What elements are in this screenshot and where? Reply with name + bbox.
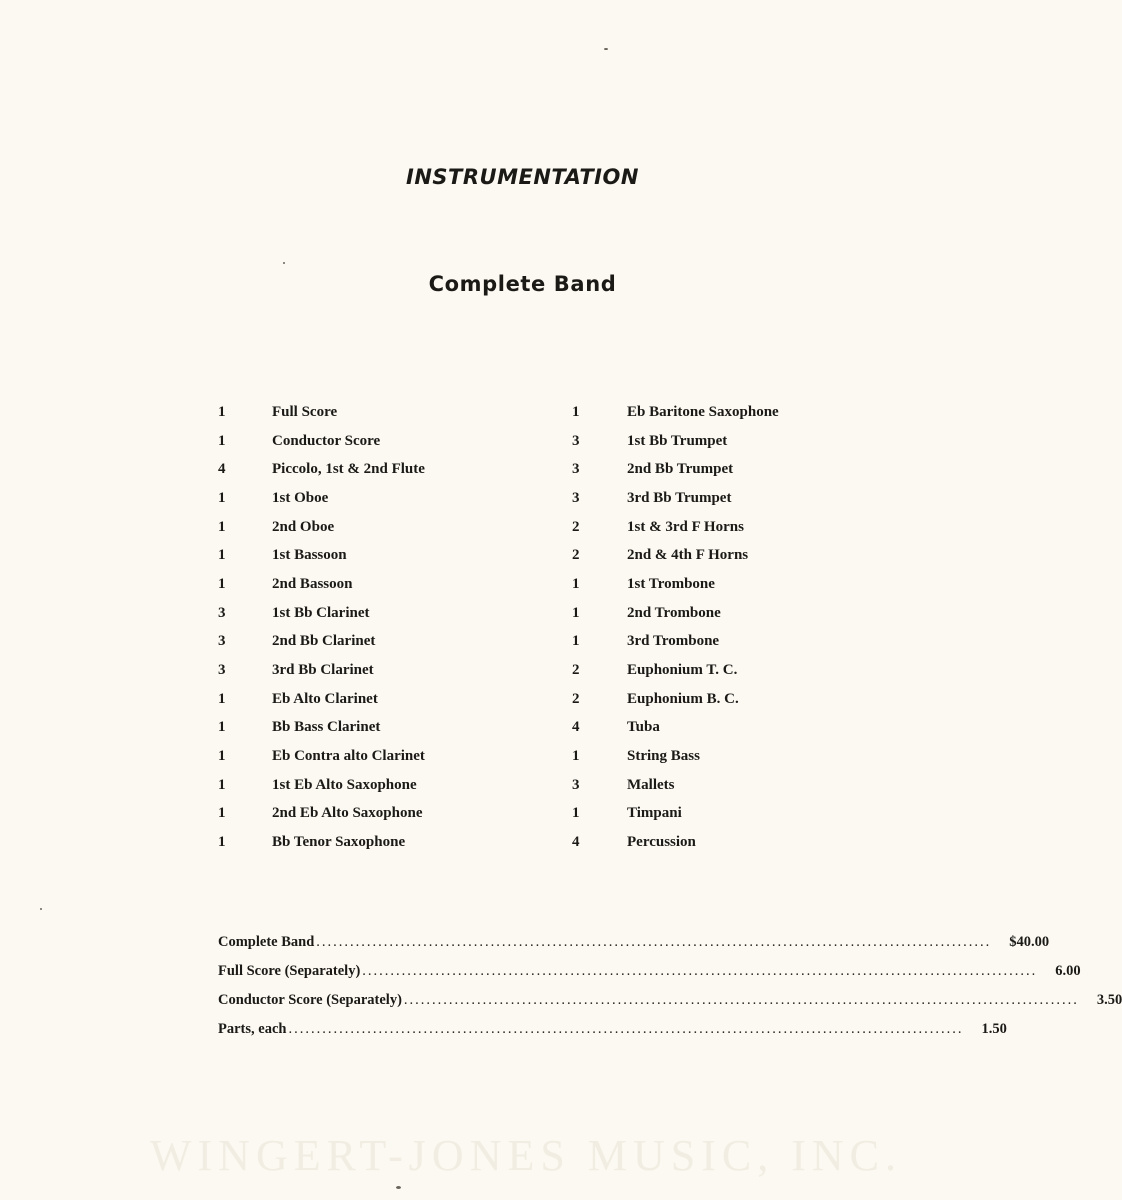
instrument-name: 1st Bb Clarinet bbox=[272, 604, 370, 621]
price-row bbox=[218, 1015, 1007, 1044]
paper-speck bbox=[283, 262, 285, 264]
instrument-name: Eb Baritone Saxophone bbox=[627, 403, 779, 420]
instrument-row bbox=[218, 398, 518, 427]
instrument-row bbox=[572, 570, 862, 599]
instrument-quantity: 3 bbox=[218, 633, 226, 650]
paper-speck bbox=[604, 48, 608, 50]
instrument-row bbox=[572, 484, 862, 513]
price-label: Full Score (Separately) bbox=[218, 963, 361, 979]
instrument-quantity: 1 bbox=[218, 719, 226, 736]
instrument-quantity: 4 bbox=[572, 719, 580, 736]
instrument-quantity: 2 bbox=[572, 662, 580, 679]
instrument-name: Percussion bbox=[627, 834, 696, 851]
instrument-quantity: 3 bbox=[218, 604, 226, 621]
dot-leader: ........................................................................................................................ bbox=[403, 992, 1079, 1008]
paper-speck bbox=[40, 908, 42, 910]
instrument-quantity: 3 bbox=[218, 662, 226, 679]
instrument-quantity: 3 bbox=[572, 489, 580, 506]
instrument-row bbox=[572, 800, 862, 829]
instrument-row bbox=[218, 656, 518, 685]
price-row bbox=[218, 986, 1122, 1015]
instrument-row bbox=[218, 628, 518, 657]
instrument-quantity: 3 bbox=[572, 461, 580, 478]
instrument-row bbox=[218, 685, 518, 714]
instrument-list-left bbox=[218, 398, 518, 857]
instrument-quantity: 1 bbox=[572, 575, 580, 592]
instrument-row bbox=[572, 714, 862, 743]
instrument-name: 3rd Bb Trumpet bbox=[627, 489, 732, 506]
instrument-row bbox=[218, 800, 518, 829]
instrument-name: Euphonium T. C. bbox=[627, 662, 738, 679]
page-title: INSTRUMENTATION bbox=[406, 165, 639, 189]
instrument-quantity: 1 bbox=[218, 834, 226, 851]
instrument-quantity: 1 bbox=[572, 633, 580, 650]
instrument-name: 1st & 3rd F Horns bbox=[627, 518, 744, 535]
instrument-name: String Bass bbox=[627, 748, 700, 765]
instrument-row bbox=[572, 541, 862, 570]
publisher-watermark: WINGERT-JONES MUSIC, INC. bbox=[150, 1131, 902, 1180]
instrument-name: Euphonium B. C. bbox=[627, 690, 739, 707]
instrument-name: 1st Eb Alto Saxophone bbox=[272, 776, 417, 793]
instrument-row bbox=[218, 771, 518, 800]
price-list bbox=[218, 928, 1122, 1044]
instrument-row bbox=[218, 828, 518, 857]
price-label: Complete Band bbox=[218, 934, 315, 950]
instrument-name: 2nd Oboe bbox=[272, 518, 335, 535]
price-label: Parts, each bbox=[218, 1021, 287, 1037]
instrument-quantity: 1 bbox=[218, 489, 226, 506]
instrument-row bbox=[572, 455, 862, 484]
instrument-row bbox=[218, 513, 518, 542]
instrument-name: 2nd & 4th F Horns bbox=[627, 547, 749, 564]
instrument-name: Conductor Score bbox=[272, 432, 381, 449]
instrument-list-right bbox=[572, 398, 862, 857]
instrument-name: Mallets bbox=[627, 776, 675, 793]
instrument-quantity: 1 bbox=[218, 776, 226, 793]
instrument-quantity: 4 bbox=[218, 461, 226, 478]
price-row bbox=[218, 928, 1050, 957]
instrument-name: 3rd Trombone bbox=[627, 633, 720, 650]
instrument-row bbox=[218, 427, 518, 456]
instrument-name: 1st Bassoon bbox=[272, 547, 347, 564]
price-value: $40.00 bbox=[1009, 934, 1050, 950]
instrument-row bbox=[572, 398, 862, 427]
instrument-name: 1st Trombone bbox=[627, 575, 715, 592]
instrument-quantity: 1 bbox=[572, 403, 580, 420]
instrument-name: 3rd Bb Clarinet bbox=[272, 662, 374, 679]
dot-leader: ........................................................................................................................ bbox=[288, 1021, 964, 1037]
instrument-quantity: 1 bbox=[218, 518, 226, 535]
instrument-row bbox=[572, 828, 862, 857]
price-value: 3.50 bbox=[1096, 992, 1122, 1008]
instrument-quantity: 1 bbox=[218, 432, 226, 449]
instrument-row bbox=[572, 628, 862, 657]
instrument-quantity: 2 bbox=[572, 518, 580, 535]
instrument-quantity: 3 bbox=[572, 432, 580, 449]
instrument-quantity: 1 bbox=[218, 575, 226, 592]
instrument-row bbox=[218, 570, 518, 599]
instrument-name: Eb Alto Clarinet bbox=[272, 690, 378, 707]
instrument-quantity: 1 bbox=[218, 748, 226, 765]
instrument-quantity: 1 bbox=[572, 748, 580, 765]
instrument-quantity: 1 bbox=[218, 547, 226, 564]
instrument-name: Eb Contra alto Clarinet bbox=[272, 748, 425, 765]
instrument-row bbox=[572, 513, 862, 542]
instrument-name: 2nd Bb Clarinet bbox=[272, 633, 376, 650]
instrument-quantity: 1 bbox=[218, 690, 226, 707]
dot-leader: ........................................................................................................................ bbox=[362, 963, 1038, 979]
instrument-row bbox=[218, 541, 518, 570]
instrument-quantity: 3 bbox=[572, 776, 580, 793]
instrument-quantity: 4 bbox=[572, 834, 580, 851]
instrument-quantity: 1 bbox=[218, 805, 226, 822]
instrument-row bbox=[572, 599, 862, 628]
instrument-name: 2nd Eb Alto Saxophone bbox=[272, 805, 423, 822]
dot-leader: ........................................................................................................................ bbox=[316, 934, 992, 950]
instrument-row bbox=[572, 771, 862, 800]
instrument-name: Bb Tenor Saxophone bbox=[272, 834, 406, 851]
instrument-name: 2nd Trombone bbox=[627, 604, 721, 621]
instrument-row bbox=[572, 656, 862, 685]
instrument-row bbox=[572, 685, 862, 714]
instrument-quantity: 2 bbox=[572, 690, 580, 707]
price-value: 1.50 bbox=[981, 1021, 1007, 1037]
instrument-name: Timpani bbox=[627, 805, 682, 822]
instrument-quantity: 1 bbox=[572, 604, 580, 621]
instrument-row bbox=[218, 742, 518, 771]
price-value: 6.00 bbox=[1055, 963, 1081, 979]
instrument-row bbox=[218, 599, 518, 628]
instrument-quantity: 1 bbox=[572, 805, 580, 822]
page-subtitle: Complete Band bbox=[428, 272, 617, 296]
price-label: Conductor Score (Separately) bbox=[218, 992, 402, 1008]
instrument-name: Piccolo, 1st & 2nd Flute bbox=[272, 461, 425, 478]
instrument-name: 2nd Bassoon bbox=[272, 575, 353, 592]
instrument-row bbox=[218, 455, 518, 484]
instrument-row bbox=[572, 742, 862, 771]
instrument-name: Tuba bbox=[627, 719, 660, 736]
instrument-name: Full Score bbox=[272, 403, 338, 420]
instrument-name: 2nd Bb Trumpet bbox=[627, 461, 734, 478]
instrument-row bbox=[572, 427, 862, 456]
paper-speck bbox=[396, 1186, 401, 1189]
instrument-name: 1st Oboe bbox=[272, 489, 329, 506]
instrument-name: 1st Bb Trumpet bbox=[627, 432, 728, 449]
instrument-quantity: 2 bbox=[572, 547, 580, 564]
instrument-quantity: 1 bbox=[218, 403, 226, 420]
instrument-row bbox=[218, 714, 518, 743]
price-row bbox=[218, 957, 1081, 986]
instrument-name: Bb Bass Clarinet bbox=[272, 719, 381, 736]
instrument-row bbox=[218, 484, 518, 513]
